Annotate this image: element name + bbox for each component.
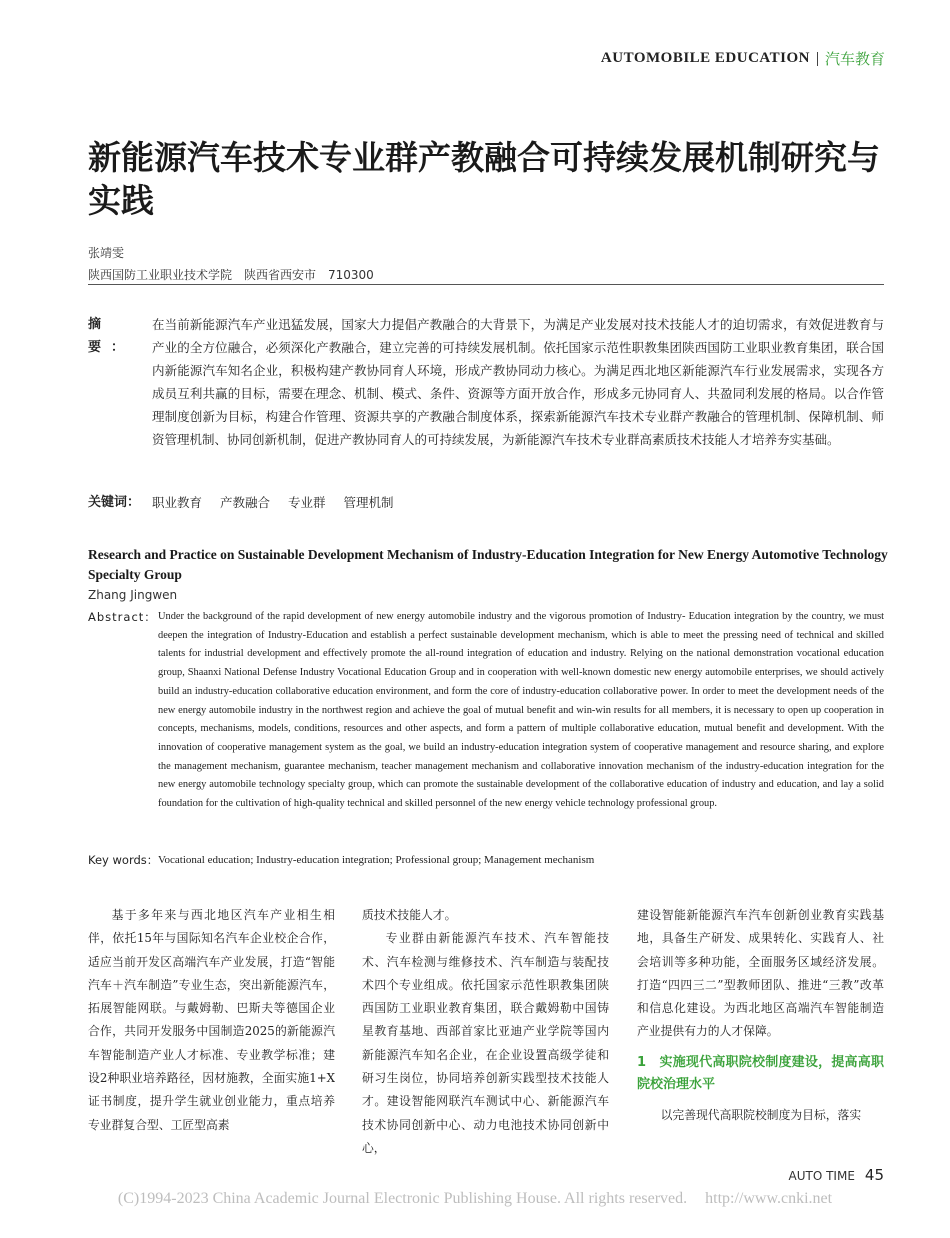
header-divider <box>817 52 818 66</box>
en-abstract-label: Abstract： <box>88 610 157 624</box>
body-column-3 <box>637 904 884 1127</box>
journal-name-en: AUTOMOBILE EDUCATION <box>600 50 810 66</box>
cn-abstract-text: 在当前新能源汽车产业迅猛发展，国家大力提倡产教融合的大背景下，为满足产业发展对技术技能人才的迫切需求，有效促进教育与产业的全方位融合，必须深化产教融合，建立完善的可持续发展机制。依托国家示范性职教集团陕西国防工业职业教育集团，联合国内新能源汽车知名企业，积极构建产教协同育人环境，形成产教协同动力核心。为满足西北地区新能源汽车行业发展需求，实现各方成员互利共赢的目标，需要在理念、机制、模式、条件、资源等方面开放合作，形成多元协同育人、共盈同利发展的格局。以合作管理制度创新为目标，构建合作管理、资源共享的产教融合制度体系，探索新能源汽车技术专业群产教融合的管理机制、保障机制、师资管理机制、协同创新机制，促进产教协同育人的可持续发展，为新能源汽车技术专业群高素质技术技能人才培养夯实基础。 <box>152 317 884 447</box>
cn-keyword: 管理机制 <box>343 495 394 510</box>
body-column-1 <box>88 904 335 1137</box>
header-rule <box>88 284 884 285</box>
en-keywords-text: Vocational education; Industry-education integration; Professional group; Management mechanism <box>158 854 595 866</box>
journal-name-cn: 汽车教育 <box>824 50 885 68</box>
cn-abstract <box>88 313 884 451</box>
page-folio <box>789 1166 884 1184</box>
author-affiliation: 陕西国防工业职业技术学院 陕西省西安市 710300 <box>88 268 374 282</box>
cn-keywords <box>88 493 884 513</box>
paragraph: 建设智能新能源汽车汽车创新创业教育实践基地，具备生产研发、成果转化、实践育人、社会培训等多种功能，全面服务区域经济发展。打造“四四三二”型教师团队、推进“三教”改革和信息化建设。为西北地区高端汽车智能制造产业提供有力的人才保障。 <box>637 908 884 1039</box>
running-head <box>601 48 885 69</box>
en-abstract <box>88 608 884 814</box>
paragraph: 质技术技能人才。 <box>362 908 457 922</box>
en-abstract-text: Under the background of the rapid development of new energy automobile industry and the vigorous promotion of Industry- Education integration by the country, we must deepen the integration of Industry-Education and establish a perfect sustainable development mechanism, which is able to meet the pressing need of technical and skilled talents for industrial development and effectively promote the all-round integration of education and industry. Relying on the national demonstration vocational education group, Shaanxi National Defense Industry Vocational Education Group and in cooperation with well-known domestic new energy automobile enterprises, we should actively build an industry-education collaborative education environment, and form the core of industry-education collaborative power. In order to meet the development needs of the new energy automobile industry in the northwest region and achieve the goal of mutual benefit and win-win results for all members, it is necessary to open up cooperation in concepts, mechanisms, models, conditions, resources and other aspects, and form a pattern of multiple collaborative education, mutual benefit and development. With the innovation of cooperative management system as the goal, we build an industry-education integration system of cooperative management and resource sharing, and explore the management mechanism, guarantee mechanism, teacher management mechanism and collaborative innovation mechanism of the industry-education integration for the new energy automobile technology specialty group, which can promote the sustainable development of the collaborative education of industry and education, and lay a solid foundation for the cultivation of high-quality technical and skilled personnel of the new energy vehicle technology professional group. <box>158 611 884 810</box>
cn-keywords-label: 关键词： <box>88 495 141 510</box>
body-column-2 <box>362 904 609 1160</box>
cn-abstract-label: 摘 要： <box>88 317 135 355</box>
cn-keyword: 职业教育 <box>152 495 203 510</box>
page-number: 45 <box>864 1166 884 1184</box>
en-author: Zhang Jingwen <box>88 588 178 602</box>
magazine-name: AUTO TIME <box>788 1169 855 1183</box>
en-title: Research and Practice on Sustainable Development Mechanism of Industry-Education Integration for New Energy Automotive Technology Specialty Group <box>88 547 888 582</box>
source-url: http://www.cnki.net <box>705 1190 833 1207</box>
paragraph: 专业群由新能源汽车技术、汽车智能技术、汽车检测与维修技术、汽车制造与装配技术四个专业组成。依托国家示范性职教集团陕西国防工业职业教育集团，联合戴姆勒中国铸星教育基地、西部首家比亚迪产业学院等国内新能源汽车知名企业，在企业设置高级学徒和研习生岗位，协同培养创新实践型技术技能人才。建设智能网联汽车测试中心、新能源汽车技术协同创新中心、动力电池技术协同创新中心， <box>362 931 609 1155</box>
copyright-text: (C)1994-2023 China Academic Journal Electronic Publishing House. All rights reserved. <box>117 1190 688 1207</box>
paragraph: 基于多年来与西北地区汽车产业相生相伴，依托15年与国际知名汽车企业校企合作，适应当前开发区高端汽车产业发展，打造“智能汽车＋汽车制造”专业生态，突出新能源汽车，拓展智能网联。与戴姆勒、巴斯夫等德国企业合作，共同开发服务中国制造2025的新能源汽车智能制造产业人才标准、专业教学标准；建设2种职业培养路径，因材施教，全面实施1+X证书制度，提升学生就业创业能力，重点培养专业群复合型、工匠型高素 <box>88 908 335 1132</box>
copyright-watermark <box>0 1190 950 1208</box>
cn-keyword: 专业群 <box>288 495 326 510</box>
cn-keyword: 产教融合 <box>220 495 271 510</box>
author-name: 张靖雯 <box>88 246 125 260</box>
paragraph: 以完善现代高职院校制度为目标，落实 <box>660 1107 862 1122</box>
section-heading: 1 实施现代高职院校制度建设，提高高职院校治理水平 <box>637 1054 884 1092</box>
en-keywords <box>88 852 884 868</box>
en-keywords-label: Key words： <box>88 853 159 867</box>
article-title: 新能源汽车技术专业群产教融合可持续发展机制研究与实践 <box>88 138 880 220</box>
